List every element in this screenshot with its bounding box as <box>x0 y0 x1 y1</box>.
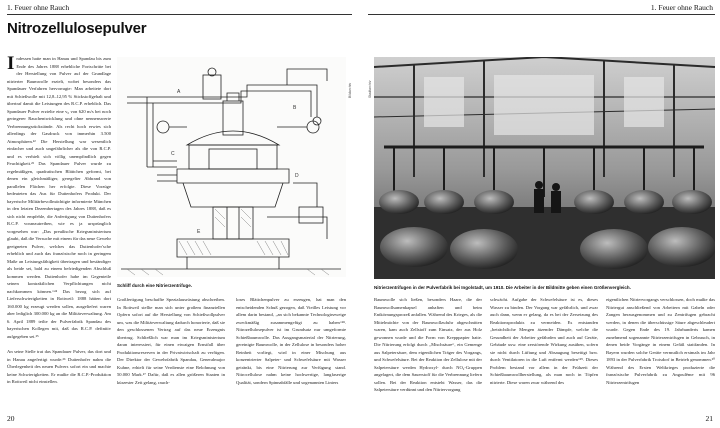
header-rule-left <box>7 14 352 15</box>
factory-photo-svg <box>374 57 715 279</box>
photo-credit: Stadtarchiv <box>368 80 372 98</box>
page-number-right: 21 <box>705 414 713 423</box>
centrifuge-drawing <box>117 57 346 277</box>
running-head-right: 1. Feuer ohne Rauch <box>650 3 713 12</box>
text-column-6: eigentlichen Nitriervorgangs verschlossen, doch mußte das Nitriergut anschließend von Arbeitern mit Gabeln oder Zangen herausgenommen und zu Zentrifugen gebracht werden, in denen die überschüssige Säure abgeschleudert wurde. Gegen Ende des 19. Jahrhunderts kamen zunehmend sogenannte Nitrierzentrifugen in Gebrauch, in denen beide Vorgänge in einem Gefäß stattfanden. In Bayern wurden solche Geräte vermutlich erstmals im Jahr 1893 in der Pulverfabrik Troisdorf in Betrieb genommen.³⁰ Während des Ersten Weltkrieges produzierte die französische Pulverfabrik zu Angoulême mit 96 Nitrierzentrifugen <box>606 297 715 385</box>
text-column-2: Großfertigung beschaffte Spezialausrüstung abschreiben. In Rottweil stellte man sich unter großem finanziellen Opfern sofort auf die Herstellung von Schießwollpulver um, was die Militärverwaltung dadurch honorierte, daß sie den geschlossenen Vertrag auf das neue Erzeugnis übertrug. Schließlich war man im Kriegsministerium daran interessiert, für einen etwaigen Ernstfall über Produktionsreserven in der Privatwirtschaft zu verfügen. Der Direktor der Gewehrfabrik Spandau, Generalmajor Kuhne, erhielt für seine Verdienste eine Belohnung von 50.000 Mark.²⁷ Dafür, daß es allen größeren Staaten in kürzester Zeit gelang, rauch- <box>117 297 225 385</box>
chapter-title: Nitrozellulosepulver <box>7 20 147 37</box>
drawing-label: C <box>171 151 175 157</box>
left-text-column-tail: An seine Stelle trat das Spandauer Pulver, das dort und in Hanau angefertigt wurde.²⁶ Duttenhofer nahm die Überlegenheit des neuen Pulvers sofort ein und machte keine Schwierigkeiten. Er mußte die R.C.P.-Produktion in Rottweil nicht einstellen. <box>7 349 111 384</box>
centrifuge-drawing-svg <box>117 57 346 277</box>
drawing-label: B <box>293 105 297 111</box>
factory-photo <box>374 57 715 279</box>
page-number-left: 20 <box>7 414 15 423</box>
drawing-label: E <box>197 229 201 235</box>
drop-cap: I <box>7 55 15 74</box>
header-rule-right <box>368 14 715 15</box>
text-column-4: Baumwolle sich ließen, besonders Haare, die der Baumwollsamenkapsel anhaften und beim Entkörnungsprozeß anfallen. Während des Krieges, als die Mittelmächte von der Baumwollzufuhr abgeschnitten waren, kam auch Zellstoff zum Einsatz, der aus Holz gewonnen wurde und die Form von Krepppapier hatte. Die Nitrierung erfolgt durch „Mischsäure“, ein Gemenge aus Salpetersäure, dem eigentlichen Träger des Vorgangs, und Schwefelsäure. Bei der Reaktion der Zellulose mit der Salpetersäure werden Hydroxyl- durch NO₂-Gruppen angelagert, die dem Sauerstoff für die Verbrennung liefern sollen. Bei der Reaktion entsteht Wasser, das die Salpetersäure verdünnt und den Nitriervorgang <box>374 297 482 392</box>
text-column-5: schwächt. Aufgabe der Schwefelsäure ist es, dieses Wasser zu binden. Der Vorgang war gefährlich, und zwar auch dann, wenn er gelang, da es bei der Zersetzung des Reaktionsprodukts zu vermeiden. Es entstanden „beträchtliche Mengen ätzender Dämpfe, welche die Gesundheit der Arbeiter gefährden und auch auf Geräte, Gebäude usw. eine zerstörende Wirkung ausüben, sofern sie nicht durch Lüftung und Absaugung beseitigt bzw. durch Ventilatoren in die Luft entfernt werden“²⁹. Dieses Problem bestand vor allem in der Frühzeit der Schießbaumwollherstellung, als man noch in Töpfen nitrierte. Diese waren zwar während des <box>490 297 598 385</box>
drawing-credit: Bildarchiv <box>348 82 352 98</box>
left-column-body: ndessen hatte man in Hanau und Spandau bis zum Ende des Jahres 1888 erhebliche Fortschritte bei der Herstellung von Pulver auf der Grundlage nitrierter Baumwolle erzielt, wobei besonders das Spandauer Verfahren hervorragte: Man arbeitete dort mit Schießwolle mit 12,8–12,95 % Stickstoffgehalt und übertraf damit die Leistungen des R.C.P. erheblich. Das Spandauer Pulver erzielte eine v₀ von 620 m/s bei noch geringerer Rauchentwicklung und ohne nennenswerte Verbrennungsrückstände. Als recht hoch erwies sich allerdings der Gasdruck von immerhin 3.500 Atmosphären.²² Die Herstellung war wesentlich einfacher und auch ungefährlicher als die von R.C.P. und es verhielt sich völlig unempfindlich gegen Feuchtigkeit.²³ Das Spandauer Pulver wurde zu regelmäßigen, quadratischen Blättchen geformt, bei denen ein gleichmäßiger, geregelter Abbrand von parallelen Flächen her erfolgte. Diese Vorzüge bedeuteten das Aus für Duttenhofers Produkt. Der bayerische Militärbevollmächtigte informierte München in den letzten Dezembertagen des Jahres 1888, daß es sich nicht empfehle, die Anfertigung von Duttenhofers R.C.P. voranzutreiben, wie es ja ursprünglich vorgesehen war: „Das preußische Kriegsministerium glaubt, daß die Versuche mit einem für das neue Gewehr geeigneten Pulver, welches das Duttenhofer'sche erheblich und auch das französische noch in geringem Maße an Leistungsfähigkeit übertragen und beständiger als beide sei, bald zu einem befriedigenden Abschluß kommen werden. Duttenhofer habe im Gegenteile seinen kontraktlichen Verpflichtungen nicht nachkommen können.“²⁴ Das bezog sich auf Lieferschwierigkeiten in Rottweil: 1888 hätten dort 160.000 kg erzeugt werden sollen, ausgeliefert waren aber lediglich 300.000 kg an die Militärverwaltung. Am 6. April 1889 teilte der Pulverfabrik Spandau des bayerischen Kollegen mit, daß das R.C.P. definitiv aufgegeben sei.²⁵ <box>7 56 111 339</box>
drawing-label: A <box>177 89 181 95</box>
left-text-column <box>7 55 111 343</box>
text-column-3: loses Blättchenpulver zu erzeugen, hat man den entscheidenden Schuß gezogen, daß Vieilles Leistung vor allem darin bestand, „an sich bekannte Technologiezweige zweckmäßig zusammengefügt zu haben“²⁸. Nitrozellulosepulver ist im Grundsatz nur umgeformte Schießbaumwolle. Das Ausgangsmaterial der Nitrierung, gereinigte Baumwolle, in der Zellulose in besonders hoher Reinheit vorliegt, wird in einer Mischung aus konzentrierter Salpeter- und Schwefelsäure mit Wasser getränkt, bis eine Nitrierung zur Verfügung stand. Nitrocellulose nahm keine hochwertige, langfaserige Qualität, sondern Spinnabfälle und sogenannten Linters <box>236 297 346 385</box>
photo-caption: Nitrierzentrifugen in der Pulverfabrik bei Ingolstadt, um 1910. Die Arbeiter in der Bildmitte geben einen Größenvergleich. <box>374 285 631 290</box>
drawing-caption: Schliff durch eine Nitrierzentrifuge. <box>117 283 193 288</box>
drawing-label: D <box>295 173 299 179</box>
running-head-left: 1. Feuer ohne Rauch <box>7 3 70 12</box>
